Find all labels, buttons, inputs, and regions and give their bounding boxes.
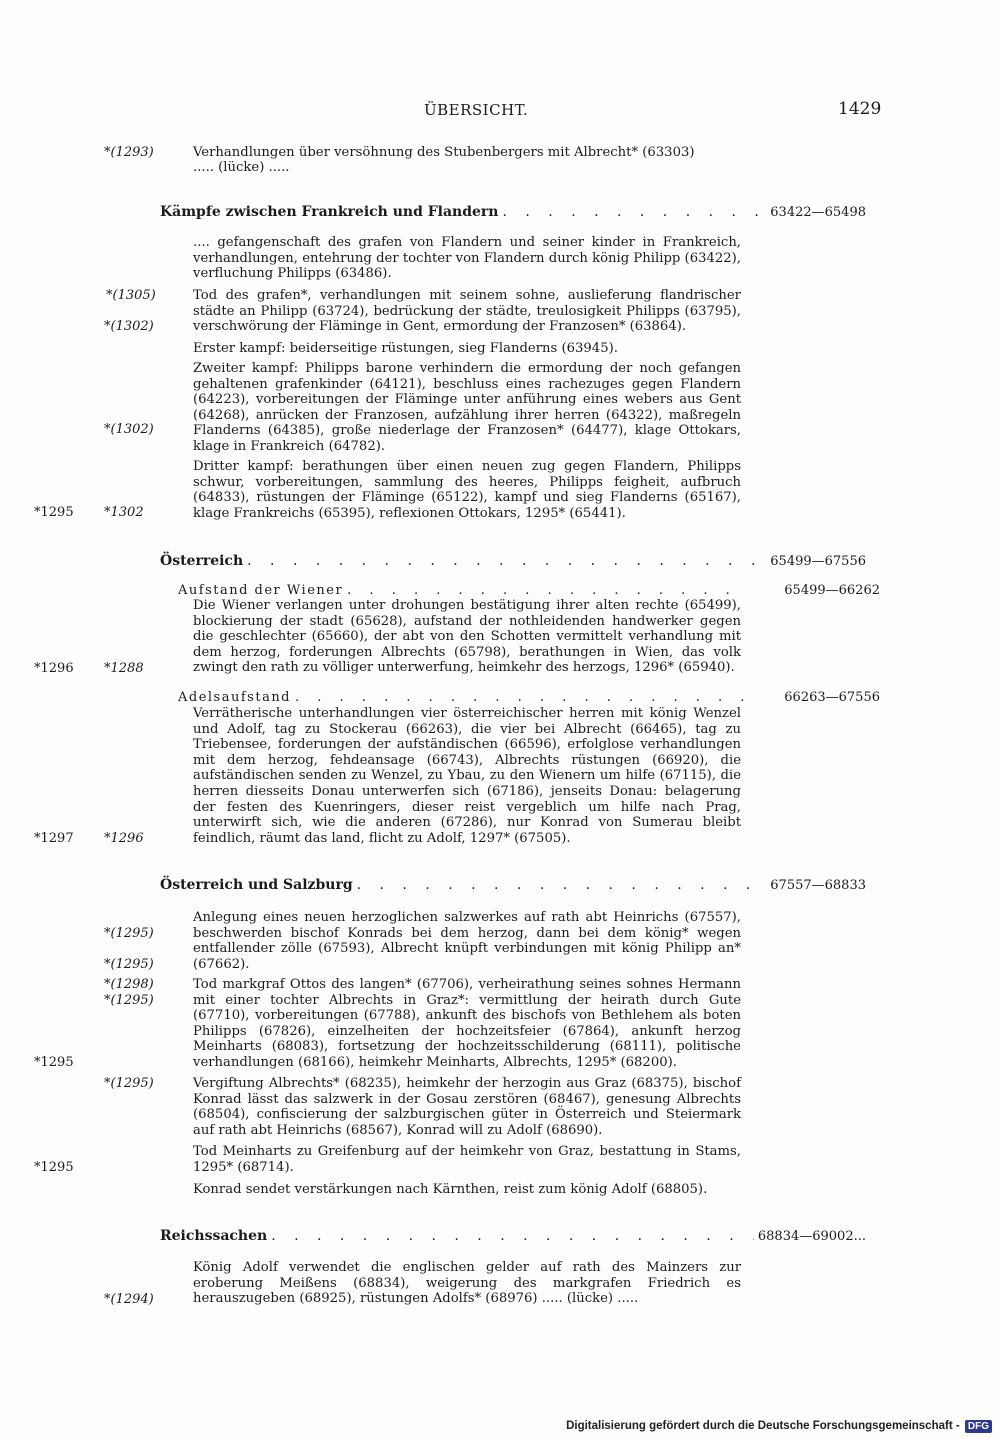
margin-year: *1295 xyxy=(34,1055,74,1070)
margin-date: *(1293) xyxy=(104,145,154,160)
margin-date: *(1302) xyxy=(104,422,154,437)
section-range: 65499—67556 xyxy=(770,554,866,569)
margin-date: *1302 xyxy=(104,505,144,520)
dot-leader xyxy=(247,553,766,569)
subsection-heading xyxy=(178,583,748,598)
paragraph: Zweiter kampf: Philipps barone verhindern die ermordung der noch gefangen gehaltenen grafenkinder (64121), beschluss eines rachezuges gegen Flandern (64223), vorbereitungen der Fläminge unter anführung eines webers aus Gent (64268), anrücken der Franzosen, aufzählung ihrer herren (64322), maßregeln Flanderns (64385), große niederlage der Franzosen* (64477), klage Ottokars, klage in Frankreich (64782). xyxy=(193,361,741,454)
subsection-title: Aufstand der Wiener xyxy=(178,583,344,598)
paragraph: Dritter kampf: berathungen über einen neuen zug gegen Flandern, Philipps schwur, vorbereitungen, sammlung des heeres, Philipps feigheit, aufbruch (64833), rüstungen der Fläminge (65122), kampf und sieg Flanderns (65167), klage Frankreichs (65395), reflexionen Ottokars, 1295* (65441). xyxy=(193,459,741,521)
section-range: 68834—69002... xyxy=(757,1229,866,1244)
dot-leader xyxy=(271,1228,754,1244)
dfg-logo: DFG xyxy=(965,1420,992,1433)
section-heading xyxy=(160,1228,866,1244)
running-head: ÜBERSICHT. xyxy=(424,101,529,119)
paragraph: Erster kampf: beiderseitige rüstungen, sieg Flanderns (63945). xyxy=(193,341,618,356)
section-heading xyxy=(160,204,866,220)
section-title: Österreich und Salzburg xyxy=(160,877,353,893)
page-number: 1429 xyxy=(838,99,882,119)
paragraph: Anlegung eines neuen herzoglichen salzwerkes auf rath abt Heinrichs (67557), beschwerden bischof Konrads bei dem herzog, dann bei dem könig* wegen entfallender zölle (67593), Albrecht knüpft verbindungen mit könig Philipp an* (67662). xyxy=(193,910,741,972)
section-heading xyxy=(160,877,866,893)
margin-date: *(1295) xyxy=(104,993,154,1008)
paragraph: Verrätherische unterhandlungen vier österreichischer herren mit könig Wenzel und Adolf, tag zu Stockerau (66263), die vier bei Albrecht (66465), tag zu Triebensee, forderungen der aufständischen (66596), erfolglose verhandlungen mit dem herzog, fehdeansage (66743), Albrechts rüstungen (66920), die aufständischen senden zu Wenzel, zu Ybau, zu den Wienern um hilfe (67115), die herren diesseits Donau unterwerfen sich (67186), jenseits Donau: belagerung der festen des Kuenringers, dieser reist vergeblich um hilfe nach Prag, unterwirft sich, wie die anderen (67286), nur Konrad von Sumerau bleibt feindlich, räumt das land, flicht zu Adolf, 1297* (67505). xyxy=(193,706,741,846)
section-range: 67557—68833 xyxy=(770,878,866,893)
margin-date: *(1298) xyxy=(104,977,154,992)
footer-credit-text: Digitalisierung gefördert durch die Deutsche Forschungsgemeinschaft - xyxy=(566,1420,960,1432)
paragraph: Tod Meinharts zu Greifenburg auf der heimkehr von Graz, bestattung in Stams, 1295* (68714). xyxy=(193,1144,741,1175)
paragraph: Tod des grafen*, verhandlungen mit seinem sohne, auslieferung flandrischer städte an Philipp (63724), bedrückung der städte, treulosigkeit Philipps (63795), verschwörung der Fläminge in Gent, ermordung der Franzosen* (63864). xyxy=(193,288,741,335)
subsection-range: 66263—67556 xyxy=(784,690,880,705)
paragraph: Vergiftung Albrechts* (68235), heimkehr der herzogin aus Graz (68375), bischof Konrad lässt das salzwerk in der Gosau zerstören (68467), genesung Albrechts (68504), confiscierung der salzburgischen güter in Österreich und Steiermark auf rath abt Heinrichs (68567), Konrad will zu Adolf (68690). xyxy=(193,1076,741,1138)
intro-line-1: Verhandlungen über versöhnung des Stubenbergers mit Albrecht* (63303) xyxy=(193,145,695,160)
margin-date: *1296 xyxy=(104,831,144,846)
section-title: Reichssachen xyxy=(160,1228,268,1244)
margin-date: *(1305) xyxy=(106,288,156,303)
paragraph: Konrad sendet verstärkungen nach Kärnthen, reist zum könig Adolf (68805). xyxy=(193,1182,708,1197)
footer-credit xyxy=(566,1420,992,1433)
margin-date: *(1295) xyxy=(104,1076,154,1091)
subsection-range: 65499—66262 xyxy=(784,583,880,598)
dot-leader xyxy=(295,690,744,705)
margin-date: *(1302) xyxy=(104,319,154,334)
section-range: 63422—65498 xyxy=(770,205,866,220)
subsection-title: Adelsaufstand xyxy=(178,690,292,705)
margin-date: *1288 xyxy=(104,661,144,676)
section-title: Österreich xyxy=(160,553,244,569)
dot-leader xyxy=(503,204,767,220)
section-heading xyxy=(160,553,866,569)
margin-date: *(1295) xyxy=(104,957,154,972)
margin-year: *1297 xyxy=(34,831,74,846)
subsection-heading xyxy=(178,690,748,705)
section-title: Kämpfe zwischen Frankreich und Flandern xyxy=(160,204,499,220)
intro-line-2: ..... (lücke) ..... xyxy=(193,160,290,175)
paragraph: Die Wiener verlangen unter drohungen bestätigung ihrer alten rechte (65499), blockierung der stadt (65628), aufstand der nothleidenden handwerker gegen die geschlechter (65660), der abt von den Schotten vermittelt verhandlung mit dem herzog, forderungen Albrechts (65798), berathungen in Wien, das volk zwingt den rath zu völliger unterwerfung, heimkehr des herzogs, 1296* (65940). xyxy=(193,598,741,676)
margin-year: *1295 xyxy=(34,505,74,520)
dot-leader xyxy=(347,583,744,598)
margin-year: *1295 xyxy=(34,1160,74,1175)
margin-year: *1296 xyxy=(34,661,74,676)
paragraph: Tod markgraf Ottos des langen* (67706), verheirathung seines sohnes Hermann mit einer tochter Albrechts in Graz*: vermittlung der heirath durch Gute (67710), vorbereitungen (67788), ankunft des bischofs von Bethlehem als boten Philipps (67826), einzelheiten der hochzeitsfeier (67864), ankunft herzog Meinharts (68083), fortsetzung der hochzeitsschilderung (68111), politische verhandlungen (68166), heimkehr Meinharts, Albrechts, 1295* (68200). xyxy=(193,977,741,1070)
paragraph: König Adolf verwendet die englischen gelder auf rath des Mainzers zur eroberung Meißens (68834), weigerung des markgrafen Friedrich es herauszugeben (68925), rüstungen Adolfs* (68976) ..... (lücke) ..... xyxy=(193,1260,741,1307)
dot-leader xyxy=(357,877,767,893)
paragraph: .... gefangenschaft des grafen von Flandern und seiner kinder in Frankreich, verhandlungen, entehrung der tochter von Flandern durch könig Philipp (63422), verfluchung Philipps (63486). xyxy=(193,235,741,282)
margin-date: *(1295) xyxy=(104,926,154,941)
margin-date: *(1294) xyxy=(104,1292,154,1307)
